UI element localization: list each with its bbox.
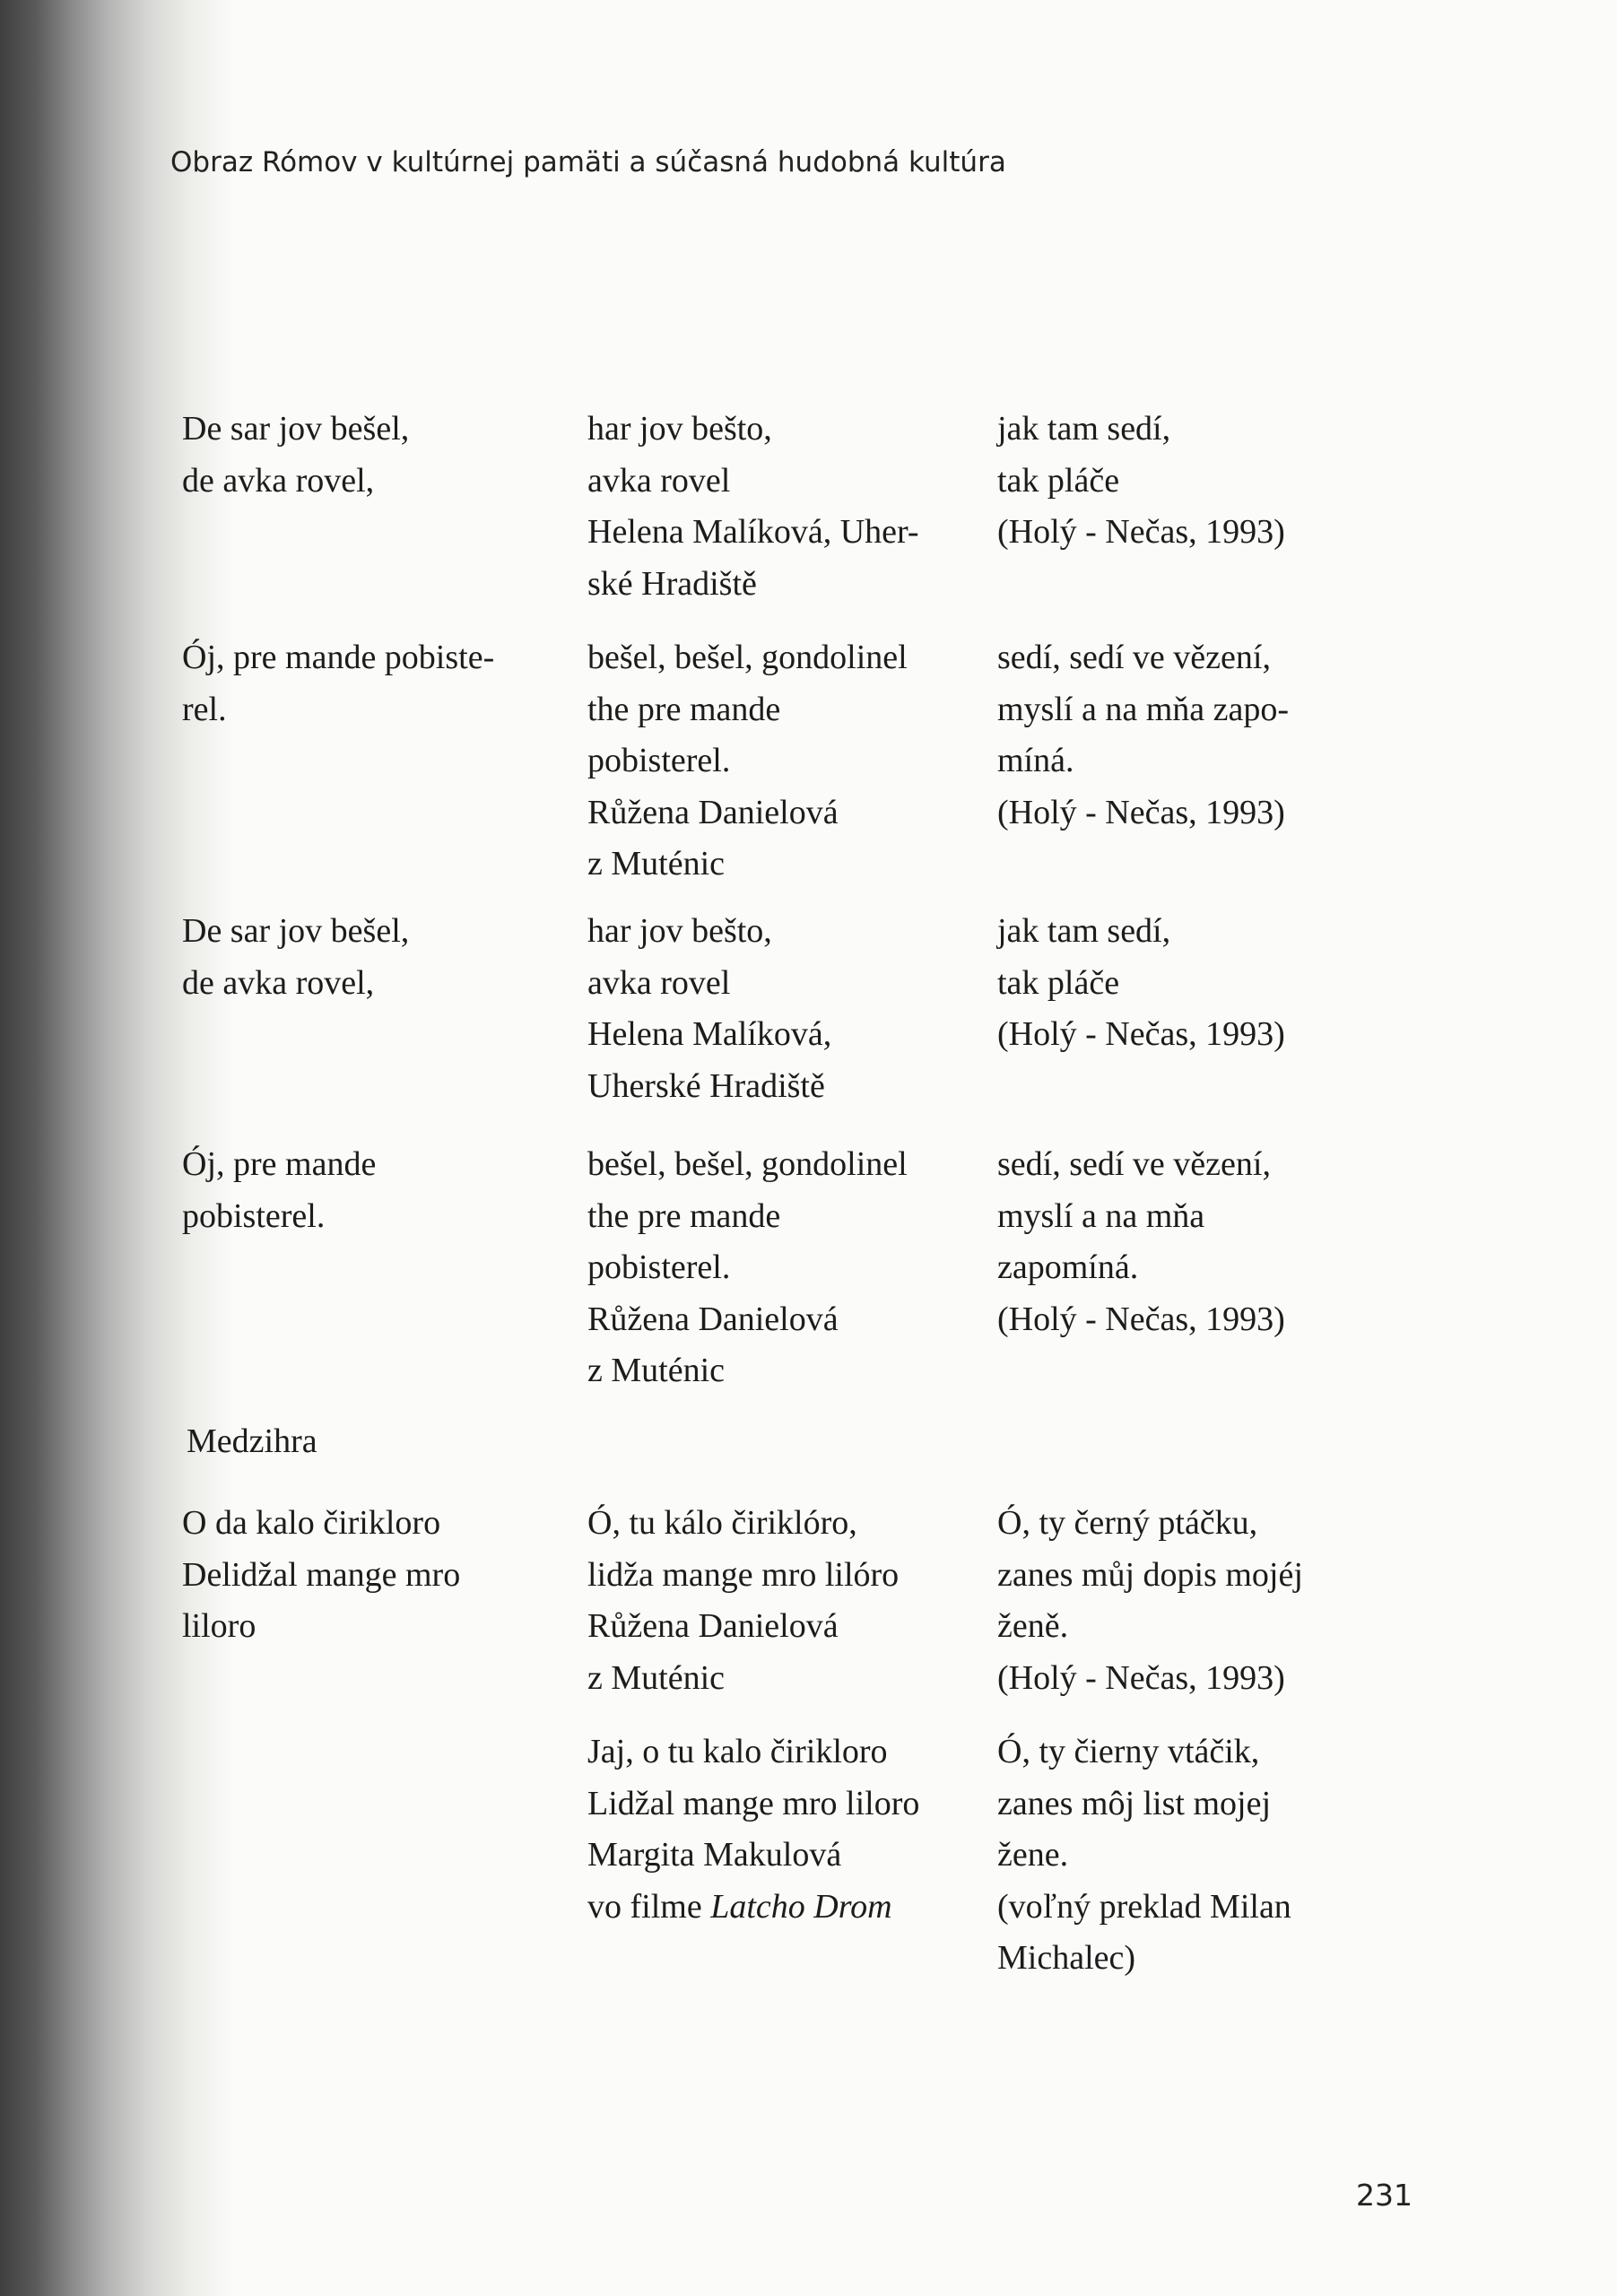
romani-text: O da kalo čirikloro Delidžal mange mro liloro (182, 1504, 461, 1645)
transcription-text: Ó, tu kálo čiriklóro, lidža mange mro lilóro Růžena Danielová z Muténic (587, 1504, 900, 1697)
romani-text: De sar jov bešel, de avka rovel, (182, 410, 410, 500)
translation-text: jak tam sedí, tak pláče (Holý - Nečas, 1993) (997, 912, 1285, 1053)
romani-text: Ój, pre mande pobisterel. (182, 1145, 377, 1235)
translation-text: Ó, ty čierny vtáčik, zanes môj list mojej žene. (voľný preklad Milan Michalec) (997, 1733, 1291, 1977)
translation-text: sedí, sedí ve vězení, myslí a na mňa zapo- míná. (Holý - Nečas, 1993) (997, 639, 1290, 831)
translation-text: jak tam sedí, tak pláče (Holý - Nečas, 1993) (997, 410, 1285, 551)
section-heading: Medzihra (187, 1422, 317, 1460)
translation-text: sedí, sedí ve vězení, myslí a na mňa zapomíná. (Holý - Nečas, 1993) (997, 1145, 1285, 1338)
transcription-text: bešel, bešel, gondolinel the pre mande pobisterel. Růžena Danielová z Muténic (587, 1145, 908, 1389)
transcription-text: har jov bešto, avka rovel Helena Malíková, Uherské Hradiště (587, 912, 832, 1105)
romani-text: Ój, pre mande pobiste- rel. (182, 639, 495, 728)
film-title: Latcho Drom (710, 1887, 892, 1926)
transcription-text: har jov bešto, avka rovel Helena Malíková, Uher- ské Hradiště (587, 410, 919, 603)
transcription-text (587, 1726, 982, 1933)
transcription-plain: Jaj, o tu kalo čirikloro Lidžal mange mro liloro Margita Makulová vo filme (587, 1733, 920, 1926)
page-number: 231 (1356, 2178, 1413, 2213)
running-head: Obraz Rómov v kultúrnej pamäti a súčasná hudobná kultúra (170, 146, 1006, 178)
translation-text: Ó, ty černý ptáčku, zanes můj dopis mojéj ženě. (Holý - Nečas, 1993) (997, 1504, 1303, 1697)
transcription-text: bešel, bešel, gondolinel the pre mande pobisterel. Růžena Danielová z Muténic (587, 639, 908, 883)
romani-text: De sar jov bešel, de avka rovel, (182, 912, 410, 1002)
